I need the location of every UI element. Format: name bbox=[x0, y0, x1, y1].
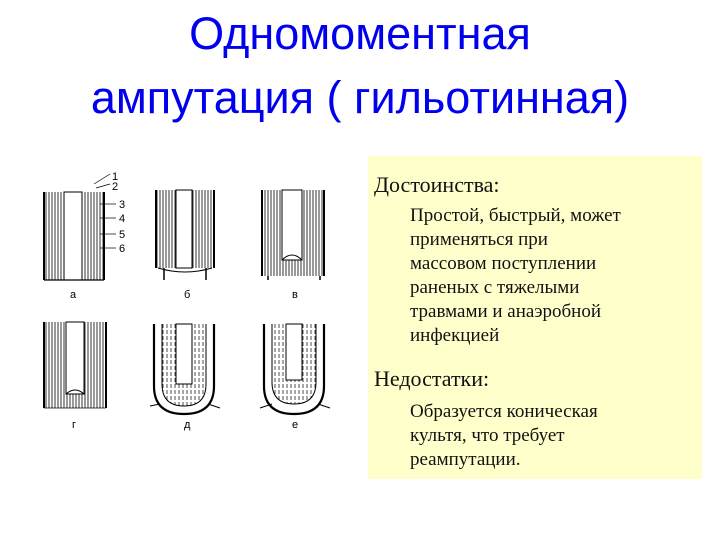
pros-cons-box bbox=[368, 156, 702, 479]
callout-6: 6 bbox=[119, 243, 126, 255]
cons-line: Образуется коническая bbox=[410, 401, 598, 422]
amputation-illustration bbox=[30, 168, 352, 438]
callout-2: 2 bbox=[112, 181, 119, 193]
callout-1: 1 bbox=[112, 171, 119, 183]
pros-line: Простой, быстрый, может bbox=[410, 205, 621, 226]
stage-c-drawing bbox=[262, 190, 324, 280]
pros-heading: Достоинства: bbox=[374, 172, 500, 197]
panel-label-a: а bbox=[70, 289, 77, 301]
cons-line: культя, что требует bbox=[410, 425, 565, 446]
panel-label-d: г bbox=[72, 419, 77, 431]
stage-a-drawing bbox=[44, 174, 119, 280]
cons-heading: Недостатки: bbox=[374, 366, 490, 391]
panel-label-b: б bbox=[184, 289, 191, 301]
pros-line: применяться при bbox=[410, 229, 548, 250]
stage-f-drawing bbox=[260, 324, 330, 414]
pros-line: травмами и анаэробной bbox=[410, 301, 601, 322]
panel-label-c: в bbox=[292, 289, 298, 301]
pros-line: инфекцией bbox=[410, 325, 500, 346]
panel-label-f: е bbox=[292, 419, 299, 431]
cons-text bbox=[410, 400, 695, 472]
pros-text bbox=[410, 204, 695, 348]
stage-e-drawing bbox=[150, 324, 220, 414]
callout-4: 4 bbox=[119, 213, 126, 225]
panel-label-e: д bbox=[184, 419, 191, 431]
title-line-2: ампутация ( гильотинная) bbox=[90, 72, 630, 123]
stage-b-drawing bbox=[156, 190, 214, 280]
amputation-stages-drawing bbox=[30, 168, 352, 438]
pros-line: раненых с тяжелыми bbox=[410, 277, 580, 298]
callout-3: 3 bbox=[119, 199, 126, 211]
cons-line: реампутации. bbox=[410, 449, 521, 470]
title-line-1: Одномоментная bbox=[189, 8, 531, 59]
stage-d-drawing bbox=[44, 322, 106, 408]
callout-5: 5 bbox=[119, 229, 126, 241]
pros-line: массовом поступлении bbox=[410, 253, 597, 274]
